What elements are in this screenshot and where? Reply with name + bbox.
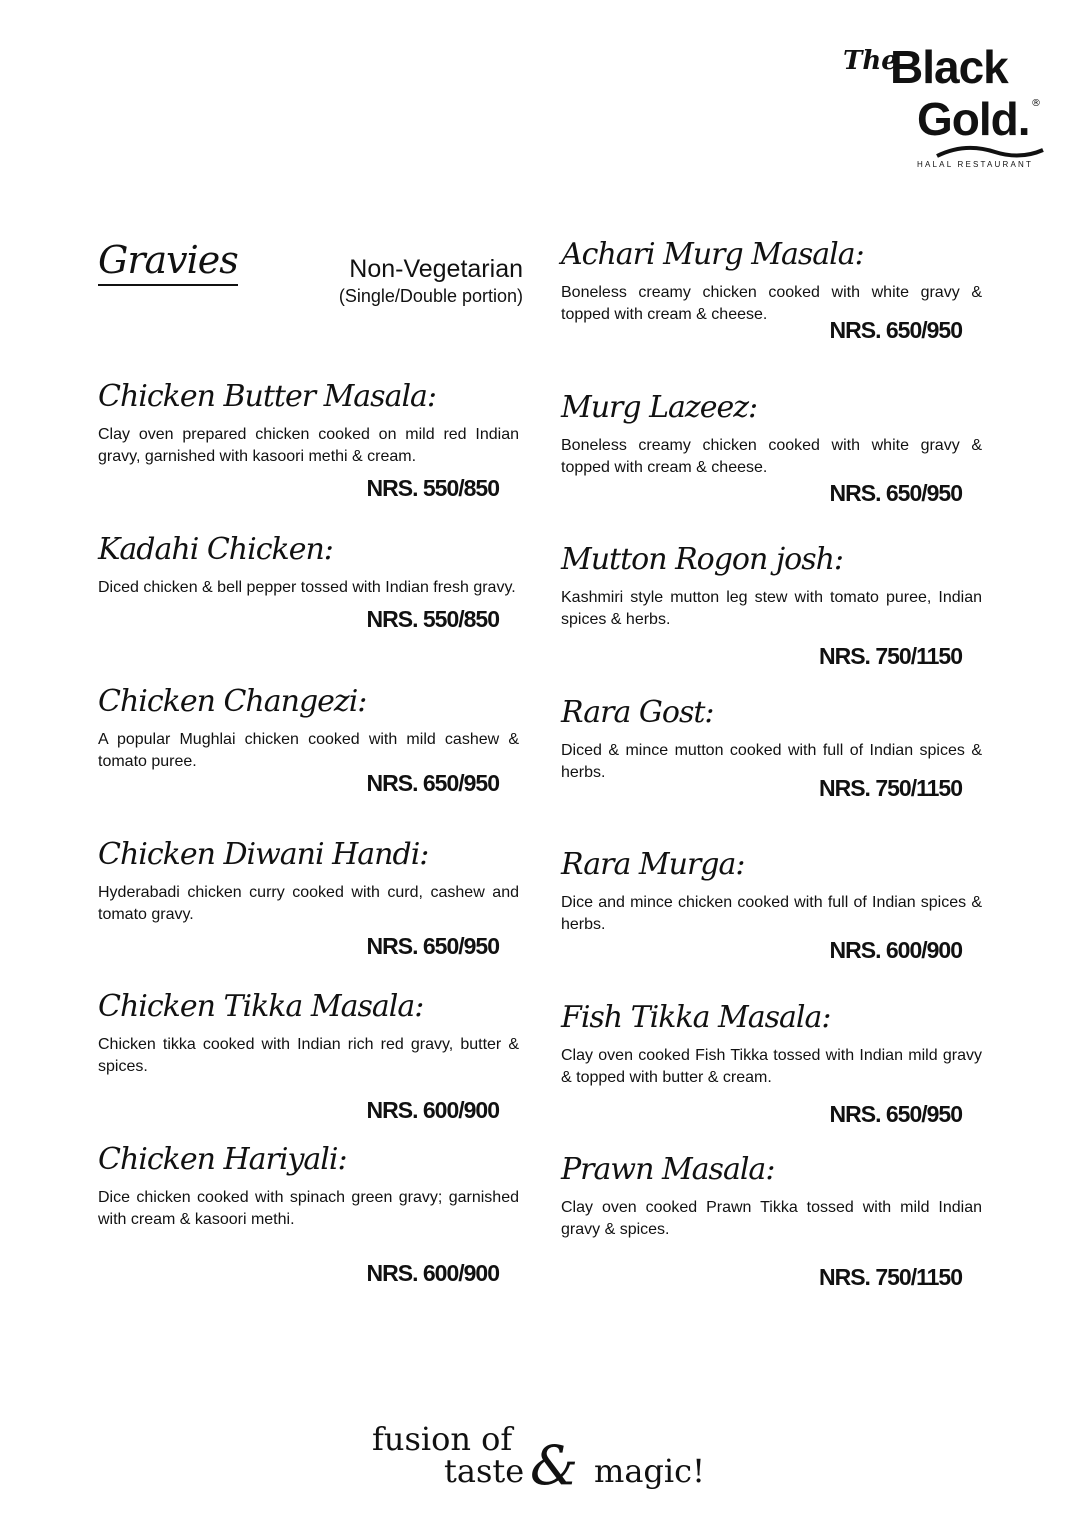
item-description: Clay oven cooked Fish Tikka tossed with Indian mild gravy & topped with butter & cream. <box>561 1047 982 1086</box>
logo-subtitle: HALAL RESTAURANT <box>917 160 1034 169</box>
item-name: Chicken Tikka Masala: <box>98 989 424 1024</box>
item-price: NRS. 750/1150 <box>818 1264 962 1290</box>
item-price: NRS. 650/950 <box>829 1101 962 1127</box>
portion-label: (Single/Double portion) <box>338 286 523 306</box>
tagline-line1: fusion of <box>372 1420 513 1458</box>
item-description: Chicken tikka cooked with Indian rich red gravy, butter & spices. <box>98 1036 519 1075</box>
item-description: Dice and mince chicken cooked with full of Indian spices & herbs. <box>561 894 982 933</box>
menu-item <box>98 836 519 959</box>
item-name: Prawn Masala: <box>561 1152 775 1187</box>
item-name: Chicken Butter Masala: <box>98 379 437 414</box>
item-name: Achari Murg Masala: <box>561 237 864 272</box>
item-price: NRS. 650/950 <box>366 770 499 796</box>
item-price: NRS. 750/1150 <box>818 643 962 669</box>
logo-gold: Gold. <box>917 93 1030 145</box>
item-description: Hyderabadi chicken curry cooked with curd, cashew and tomato gravy. <box>98 884 519 923</box>
menu-item <box>98 683 519 796</box>
item-price: NRS. 600/900 <box>366 1097 499 1123</box>
item-name: Murg Lazeez: <box>561 390 758 425</box>
item-price: NRS. 550/850 <box>366 606 499 632</box>
logo-the: The <box>843 46 898 76</box>
menu-item <box>98 378 519 501</box>
item-description: Clay oven prepared chicken cooked on mild red Indian gravy, garnished with kasoori methi & cream. <box>98 426 519 465</box>
menu-item <box>98 988 519 1123</box>
logo-swoosh-icon <box>935 144 1045 160</box>
menu-item <box>561 999 982 1127</box>
menu-item <box>561 389 982 506</box>
item-name: Chicken Changezi: <box>98 684 367 719</box>
menu-item <box>561 1151 982 1290</box>
item-name: Chicken Hariyali: <box>98 1142 347 1177</box>
item-description: Dice chicken cooked with spinach green gravy; garnished with cream & kasoori methi. <box>98 1189 519 1228</box>
item-price: NRS. 650/950 <box>829 317 962 343</box>
item-price: NRS. 650/950 <box>366 933 499 959</box>
item-name: Mutton Rogon josh: <box>561 542 844 577</box>
item-price: NRS. 600/900 <box>829 937 962 963</box>
section-title: Gravies <box>98 236 238 286</box>
category-header <box>339 254 523 308</box>
menu-item <box>561 694 982 801</box>
logo-registered-mark: ® <box>1031 98 1041 109</box>
item-price: NRS. 750/1150 <box>818 775 962 801</box>
menu-item <box>561 541 982 669</box>
item-name: Chicken Diwani Handi: <box>98 837 429 872</box>
item-name: Rara Murga: <box>561 847 745 882</box>
tagline-line3: magic! <box>594 1452 705 1490</box>
item-name: Kadahi Chicken: <box>98 532 333 567</box>
item-description: Boneless creamy chicken cooked with white gravy & topped with cream & cheese. <box>561 284 982 323</box>
item-price: NRS. 650/950 <box>829 480 962 506</box>
item-description: A popular Mughlai chicken cooked with mild cashew & tomato puree. <box>98 731 519 770</box>
brand-logo <box>835 40 1045 175</box>
item-description: Kashmiri style mutton leg stew with tomato puree, Indian spices & herbs. <box>561 589 982 628</box>
item-description: Boneless creamy chicken cooked with white gravy & topped with cream & cheese. <box>561 437 982 476</box>
item-price: NRS. 600/900 <box>366 1260 499 1286</box>
menu-item <box>561 236 982 343</box>
logo-black: Black <box>890 41 1008 93</box>
item-description: Diced & mince mutton cooked with full of Indian spices & herbs. <box>561 742 982 781</box>
tagline-line2: taste <box>444 1452 525 1490</box>
item-description: Clay oven cooked Prawn Tikka tossed with mild Indian gravy & spices. <box>561 1199 982 1238</box>
item-price: NRS. 550/850 <box>366 475 499 501</box>
tagline-ampersand: & <box>530 1434 579 1497</box>
tagline <box>370 1420 730 1500</box>
menu-item <box>98 1141 519 1286</box>
category-label: Non-Vegetarian <box>349 255 523 283</box>
menu-item <box>98 531 519 632</box>
menu-item <box>561 846 982 963</box>
item-description: Diced chicken & bell pepper tossed with Indian fresh gravy. <box>98 579 516 596</box>
item-name: Fish Tikka Masala: <box>561 1000 831 1035</box>
item-name: Rara Gost: <box>561 695 714 730</box>
